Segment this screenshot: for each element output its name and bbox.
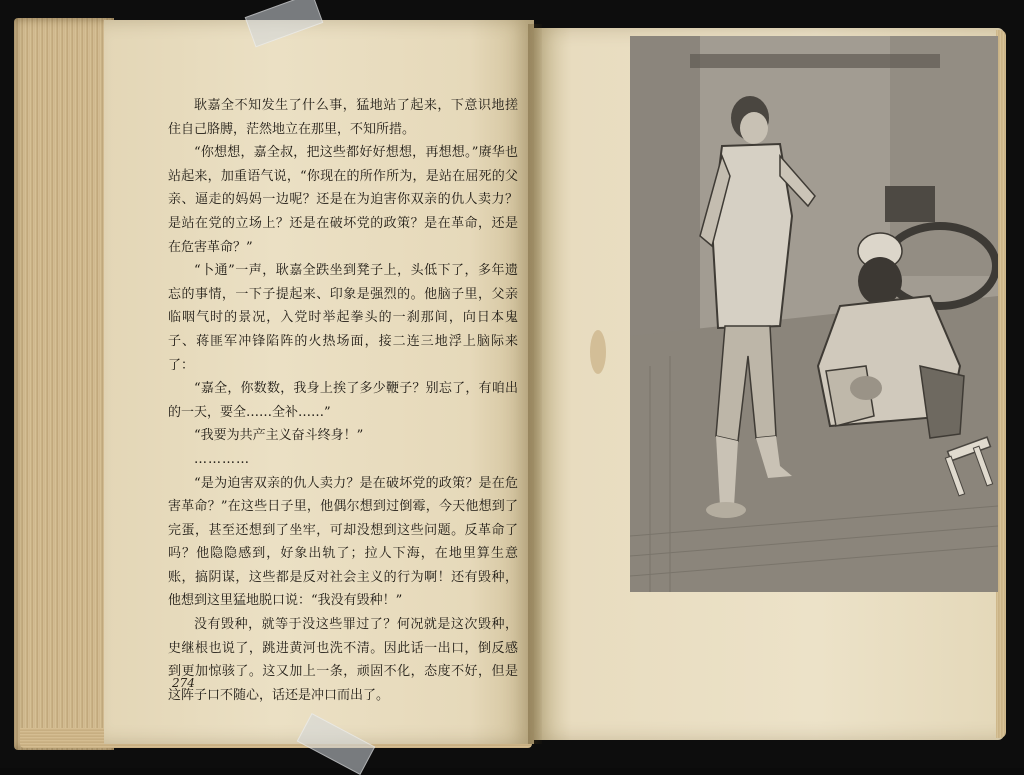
paragraph: “卜通”一声，耿嘉全跌坐到凳子上，头低下了，多年遗忘的事情，一下子提起来、印象是强烈的。他脑子里，父亲临咽气时的景况，入党时举起拳头的一刹那间，向日本鬼子、蒋匪军冲锋陷阵的火热场面，接二连三地浮上脑际来了：	[168, 263, 518, 373]
paragraph: 没有毁种，就等于没这些罪过了？何况就是这次毁种，史继根也说了，跳进黄河也洗不清。因此话一出口，倒反感到更加惊骇了。这又加上一条，顽固不化，态度不好，但是这阵子口不随心，话还是冲口而出了。	[168, 617, 518, 703]
paragraph: 耿嘉全不知发生了什么事，猛地站了起来，下意识地搓住自己胳膊，茫然地立在那里，不知所措。	[168, 98, 518, 137]
paragraph: “我要为共产主义奋斗终身！”	[194, 428, 364, 444]
book-gutter	[528, 24, 542, 744]
crate	[885, 186, 935, 222]
page-edges-left	[14, 18, 114, 750]
paragraph: “你想想，嘉全叔，把这些都好好想想，再想想。”赓华也站起来，加重语气说，“你现在的所作所为，是站在屈死的父亲、逼走的妈妈一边呢？还是在为迫害你双亲的仇人卖力？是站在党的立场上？还是在破坏党的政策？是在革命，还是在危害革命？”	[168, 145, 518, 255]
wooden-beam	[690, 54, 940, 68]
paper-stain	[590, 330, 606, 374]
paragraph-ellipsis: …………	[194, 451, 250, 467]
book-illustration	[630, 36, 998, 592]
page-number: 274	[172, 676, 195, 690]
paragraph: “是为迫害双亲的仇人卖力？是在破坏党的政策？是在危害革命？”在这些日子里，他偶尔想到过倒霉，今天他想到了完蛋，甚至还想到了坐牢，可却没想到这些问题。反革命了吗？他隐隐感到，好象出轨了；拉人下海，在地里算生意账，搞阴谋，这些都是反对社会主义的行为啊！还有毁种，他想到这里猛地脱口说：“我没有毁种！”	[168, 475, 518, 609]
left-page-text	[168, 94, 518, 707]
paragraph: “嘉全，你数数，我身上挨了多少鞭子？别忘了，有咱出的一天，要全……全补……”	[168, 381, 518, 420]
illustration-drawing	[630, 36, 998, 592]
